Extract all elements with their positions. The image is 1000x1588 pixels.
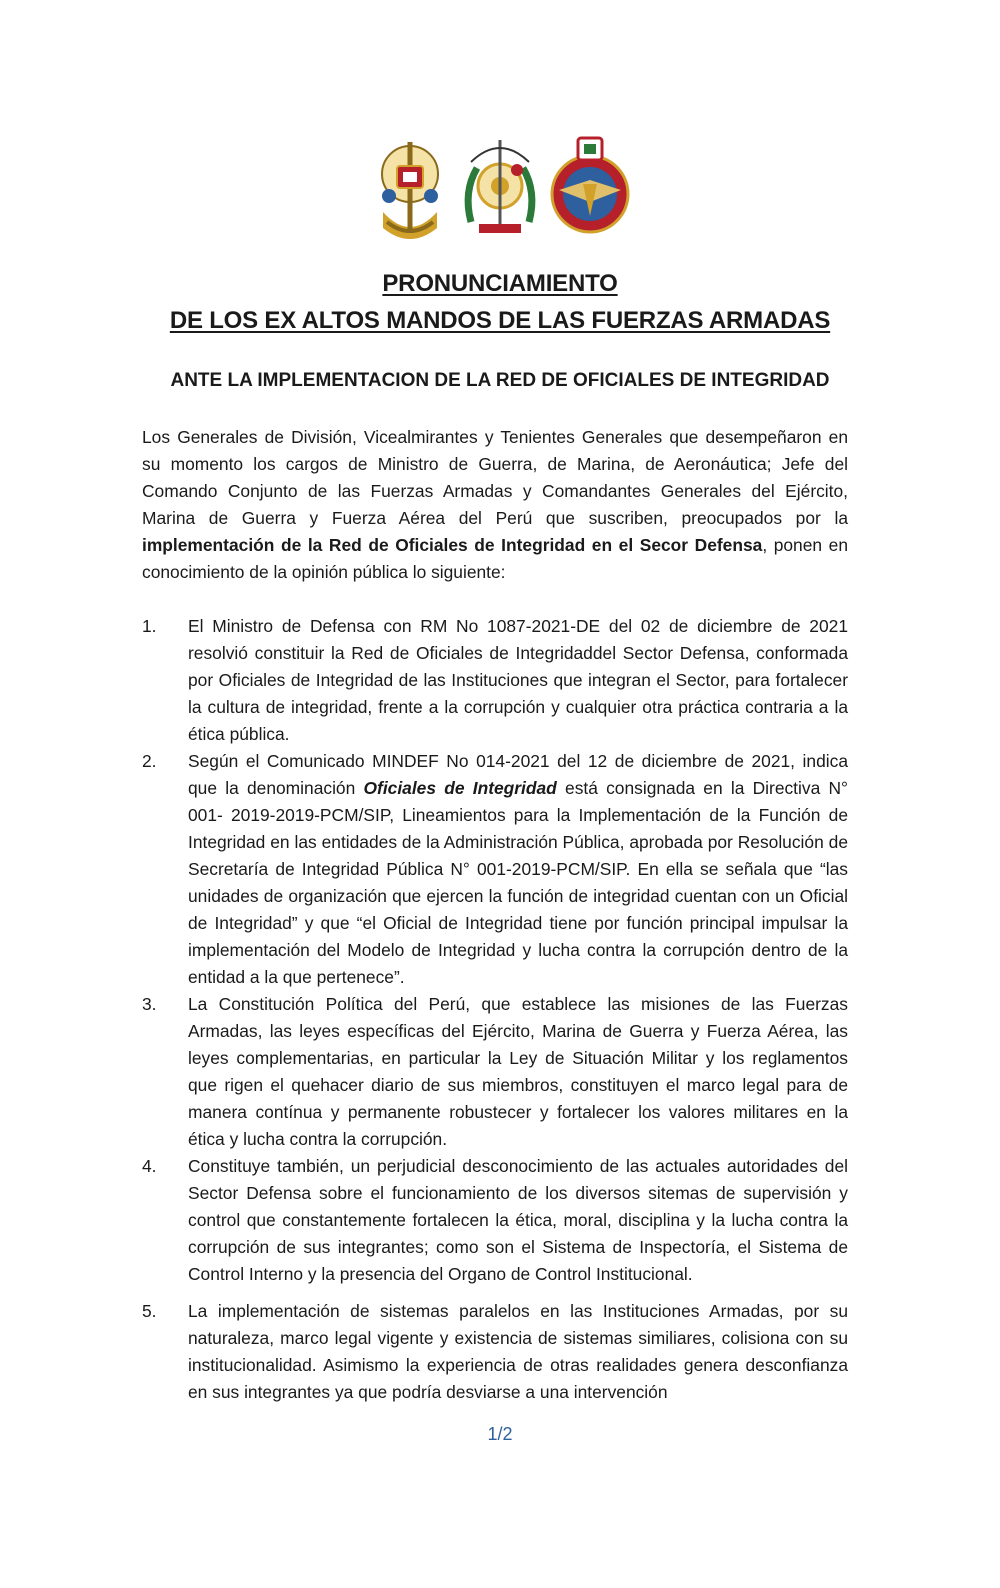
list-item-text: La implementación de sistemas paralelos en las Instituciones Armadas, por su naturaleza, marco legal vigente y existencia de sistemas similiares, colisiona con su institucionalidad. Asimismo la experiencia de otras realidades genera desconfianza en sus integrantes ya que podría desviarse a una intervención bbox=[188, 1301, 848, 1402]
ejercito-del-peru-crest bbox=[457, 132, 543, 244]
list-item-number: 3. bbox=[142, 994, 157, 1014]
list-item bbox=[142, 613, 848, 748]
document-title: PRONUNCIAMIENTO bbox=[382, 270, 618, 297]
intro-paragraph bbox=[142, 424, 848, 586]
list-item-text: Constituye también, un perjudicial desconocimiento de las actuales autoridades del Sector Defensa sobre el funcionamiento de los diversos sitemas de supervisión y control que constantemente fortalecen la ética, moral, disciplina y la lucha contra la corrupción de sus integrantes; como son el Sistema de Inspectoría, el Sistema de Control Interno y la presencia del Organo de Control Institucional. bbox=[188, 1156, 848, 1284]
list-item-text-before: Según el Comunicado MINDEF No 014-2021 del 12 de diciembre de 2021, indica que la denominación bbox=[188, 751, 848, 798]
document-title-line-2: DE LOS EX ALTOS MANDOS DE LAS FUERZAS ARMADAS bbox=[169, 307, 831, 334]
list-item-number: 4. bbox=[142, 1156, 157, 1176]
list-item-number: 5. bbox=[142, 1301, 157, 1321]
emblems-row bbox=[0, 132, 1000, 244]
list-item bbox=[142, 1298, 848, 1406]
list-item-text: El Ministro de Defensa con RM No 1087-2021-DE del 02 de diciembre de 2021 resolvió constituir la Red de Oficiales de Integridaddel Sector Defensa, conformada por Oficiales de Integridad de las Instituciones que integran el Sector, para fortalecer la cultura de integridad, frente a la corrupción y cualquier otra práctica contraria a la ética pública. bbox=[188, 616, 848, 744]
fuerza-aerea-crest bbox=[547, 132, 633, 244]
list-item-text-after: está consignada en la Directiva N° 001- 2019-2019-PCM/SIP, Lineamientos para la Implementación de la Función de Integridad en las entidades de la Administración Pública, aprobada por Resolución de Secretaría de Integridad Pública N° 001-2019-PCM/SIP. En ella se señala que “las unidades de organización que ejercen la función de integridad cuentan con un Oficial de Integridad” y que “el Oficial de Integridad tiene por función principal impulsar la implementación del Modelo de Integridad y lucha contra la corrupción dentro de la entidad a la que pertenece”. bbox=[188, 778, 848, 987]
intro-bold-text: implementación de la Red de Oficiales de Integridad en el Secor Defensa bbox=[142, 535, 763, 555]
numbered-list bbox=[142, 613, 848, 1406]
list-item bbox=[142, 748, 848, 991]
list-item bbox=[142, 991, 848, 1153]
page-number: 1/2 bbox=[487, 1424, 513, 1444]
marina-de-guerra-crest bbox=[367, 132, 453, 244]
list-item-text: La Constitución Política del Perú, que establece las misiones de las Fuerzas Armadas, las leyes específicas del Ejército, Marina de Guerra y Fuerza Aérea, las leyes complementarias, en particular la Ley de Situación Militar y los reglamentos que rigen el quehacer diario de sus miembros, constituyen el marco legal para de manera contínua y permanente robustecer y fortalecer los valores militares en la ética y lucha contra la corrupción. bbox=[188, 994, 848, 1149]
list-item-number: 2. bbox=[142, 751, 157, 771]
list-item-number: 1. bbox=[142, 616, 157, 636]
document-subtitle: ANTE LA IMPLEMENTACION DE LA RED DE OFICIALES DE INTEGRIDAD bbox=[170, 370, 830, 391]
intro-text-1: Los Generales de División, Vicealmirantes y Tenientes Generales que desempeñaron en su momento los cargos de Ministro de Guerra, de Marina, de Aeronáutica; Jefe del Comando Conjunto de las Fuerzas Armadas y Comandantes Generales del Ejército, Marina de Guerra y Fuerza Aérea del Perú que suscriben, preocupados por la bbox=[142, 427, 848, 528]
list-item-text bbox=[188, 748, 848, 991]
list-item-emphasis: Oficiales de Integridad bbox=[363, 778, 557, 798]
list-item bbox=[142, 1153, 848, 1288]
intro-text-2: , ponen en conocimiento de la opinión pública lo siguiente: bbox=[142, 535, 848, 582]
